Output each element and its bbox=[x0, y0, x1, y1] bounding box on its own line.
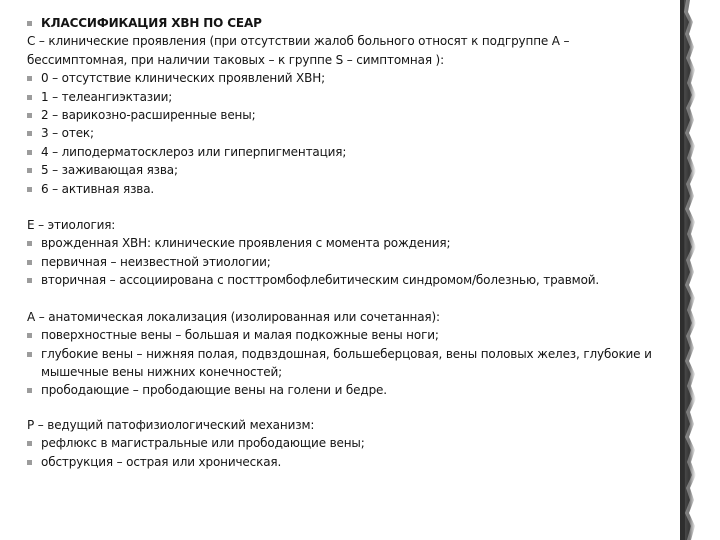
list-item bbox=[27, 124, 677, 142]
bullet-icon bbox=[27, 131, 32, 136]
list-item bbox=[27, 234, 677, 252]
list-item bbox=[27, 345, 677, 382]
list-item-text: 0 – отсутствие клинических проявлений ХВН; bbox=[41, 71, 325, 86]
list-item bbox=[27, 434, 677, 452]
section-c-intro-line-1: C – клинические проявления (при отсутствии жалоб больного относят к подгруппе А – bbox=[27, 34, 570, 49]
list-item-text: 5 – заживающая язва; bbox=[41, 163, 178, 178]
title-line bbox=[27, 14, 677, 32]
bullet-icon bbox=[27, 441, 32, 446]
list-item bbox=[27, 326, 677, 344]
list-item-text: 2 – варикозно-расширенные вены; bbox=[41, 108, 256, 123]
list-item-text: первичная – неизвестной этиологии; bbox=[41, 254, 271, 269]
bullet-icon bbox=[27, 150, 32, 155]
list-item bbox=[27, 88, 677, 106]
torn-page-edge bbox=[680, 0, 720, 540]
list-item bbox=[27, 381, 677, 399]
bullet-icon bbox=[27, 388, 32, 393]
list-item-text: поверхностные вены – большая и малая подкожные вены ноги; bbox=[41, 328, 439, 343]
list-item-text: прободающие – прободающие вены на голени и бедре. bbox=[41, 383, 387, 398]
section-c-intro-line-2: бессимптомная, при наличии таковых – к группе S – симптомная ): bbox=[27, 52, 444, 67]
bullet-icon bbox=[27, 95, 32, 100]
section-spacer bbox=[27, 290, 677, 308]
bullet-icon bbox=[27, 333, 32, 338]
bullet-icon bbox=[27, 352, 32, 357]
section-spacer bbox=[27, 198, 677, 216]
bullet-icon bbox=[27, 241, 32, 246]
list-item-text: 1 – телеангиэктазии; bbox=[41, 89, 173, 104]
list-item-text: обструкция – острая или хроническая. bbox=[41, 454, 282, 469]
list-item-text: глубокие вены – нижняя полая, подвздошная, большеберцовая, вены половых желез, глубокие и мышечные вены нижних конечностей; bbox=[41, 346, 652, 379]
section-e-heading: E – этиология: bbox=[27, 218, 116, 233]
list-item-text: рефлюкс в магистральные или прободающие вены; bbox=[41, 436, 365, 451]
list-item bbox=[27, 143, 677, 161]
bullet-icon bbox=[27, 168, 32, 173]
list-item bbox=[27, 69, 677, 87]
list-item bbox=[27, 161, 677, 179]
list-item bbox=[27, 180, 677, 198]
list-item-text: 4 – липодерматосклероз или гиперпигментация; bbox=[41, 144, 347, 159]
list-item bbox=[27, 106, 677, 124]
list-item bbox=[27, 253, 677, 271]
list-item bbox=[27, 453, 677, 471]
list-item-text: врожденная ХВН: клинические проявления с момента рождения; bbox=[41, 236, 451, 251]
torn-edge-graphic bbox=[680, 0, 720, 540]
bullet-icon bbox=[27, 76, 32, 81]
bullet-icon bbox=[27, 21, 32, 26]
list-item-text: 3 – отек; bbox=[41, 126, 94, 141]
list-item bbox=[27, 271, 677, 289]
bullet-icon bbox=[27, 460, 32, 465]
bullet-icon bbox=[27, 187, 32, 192]
section-spacer bbox=[27, 400, 677, 416]
section-p-heading: P – ведущий патофизиологический механизм: bbox=[27, 417, 315, 432]
bullet-icon bbox=[27, 278, 32, 283]
list-item-text: вторичная – ассоциирована с посттромбофлебитическим синдромом/болезнью, травмой. bbox=[41, 273, 600, 288]
list-item-text: 6 – активная язва. bbox=[41, 181, 155, 196]
slide-content bbox=[27, 14, 677, 471]
page-title: КЛАССИФИКАЦИЯ ХВН ПО CEAP bbox=[41, 16, 262, 30]
bullet-icon bbox=[27, 260, 32, 265]
bullet-icon bbox=[27, 113, 32, 118]
torn-edge-highlight bbox=[684, 0, 696, 540]
section-a-heading: A – анатомическая локализация (изолированная или сочетанная): bbox=[27, 309, 440, 324]
